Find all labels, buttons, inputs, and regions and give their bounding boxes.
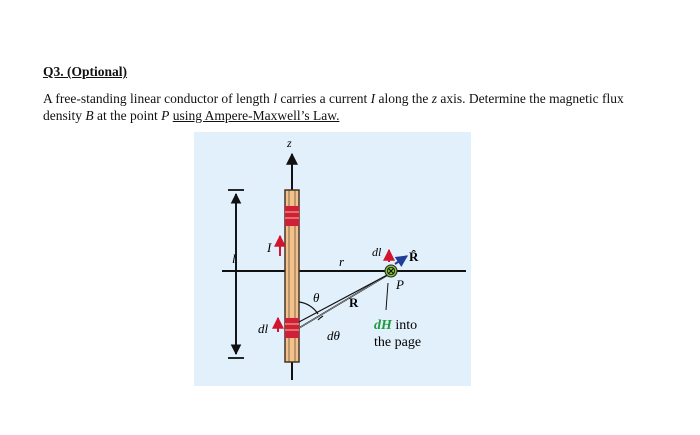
question-heading: Q3. (Optional) [43,64,128,79]
var-length: l [273,91,277,106]
var-current: I [370,91,376,106]
R-label: R [349,295,359,310]
conductor-figure [194,132,471,386]
amperes-law-link[interactable]: using Ampere-Maxwell’s Law. [172,108,340,123]
current-label: I [267,240,272,255]
text-part: at the point [93,108,162,123]
text-part: along the [375,91,432,106]
z-label: z [287,136,292,150]
dH-symbol: dH [374,318,392,333]
question-text [43,90,643,124]
figure-svg [194,132,471,386]
var-field: B [85,108,94,123]
var-point: P [161,108,170,123]
bottom-current-element [285,318,299,338]
length-label: l [232,251,236,266]
into-text: into [391,318,418,333]
text-part: A free-standing linear conductor of length [43,91,274,106]
theta-label: θ [313,290,320,305]
P-label: P [396,277,404,292]
text-part: axis. Determine the magnetic flux density [43,91,624,123]
text-part: carries a current [276,91,371,106]
top-current-element [285,206,299,226]
dH-caption [374,318,417,333]
r-label: r [339,254,345,269]
Rhat-label: R̂ [409,249,419,264]
dl-top-label: dl [372,245,382,259]
dtheta-label: dθ [327,328,340,343]
var-axis: z [431,91,438,106]
the-page-caption: the page [374,335,422,350]
dl-bottom-label: dl [258,321,269,336]
